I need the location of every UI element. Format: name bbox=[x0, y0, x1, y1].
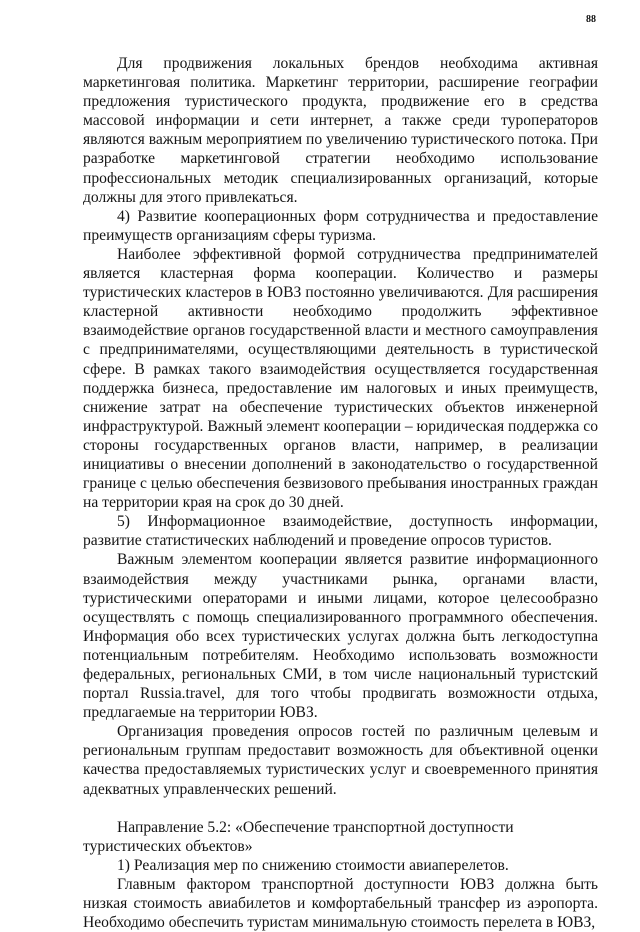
paragraph-surveys: Организация проведения опросов гостей по различным целевым и региональным группам предоставит возможность для объективной оценки качества предоставляемых туристических услуг и своевременного принятия адекватных управленческих решений. bbox=[83, 723, 598, 798]
paragraph-item-5: 5) Информационное взаимодействие, доступность информации, развитие статистических наблюдений и проведение опросов туристов. bbox=[83, 513, 598, 550]
paragraph-marketing: Для продвижения локальных брендов необходима активная маркетинговая политика. Маркетинг территории, расширение географии предложения туристического продукта, продвижение его в средства массовой информации и сети интернет, а также среди туроператоров являются важным мероприятием по увеличению туристического потока. При разработке маркетинговой стратегии необходимо использование профессиональных методик специализированных организаций, которые должны для этого привлекаться. bbox=[83, 55, 599, 206]
section-heading-5-2: Направление 5.2: «Обеспечение транспортной доступности туристических объектов» bbox=[83, 818, 514, 855]
document-body bbox=[83, 54, 598, 932]
paragraph-clusters: Наиболее эффективной формой сотрудничества предпринимателей является кластерная форма кооперации. Количество и размеры туристических кластеров в ЮВЗ постоянно увеличиваются. Для расширения кластерной активности необходимо продолжить эффективное взаимодействие органов государственной власти и местного самоуправления с предпринимателями, осуществляющими деятельность в туристической сфере. В рамках такого взаимодействия осуществляется государственная поддержка бизнеса, предоставление им налоговых и иных преимуществ, снижение затрат на обеспечение туристических объектов инженерной инфраструктурой. Важный элемент кооперации – юридическая поддержка со стороны государственных органов власти, например, в реализации инициативы о внесении дополнений в законодательство о государственной границе с целью обеспечения безвизового пребывания иностранных граждан на территории края на срок до 30 дней. bbox=[83, 245, 598, 512]
paragraph-item-1: 1) Реализация мер по снижению стоимости авиаперелетов. bbox=[117, 856, 509, 874]
paragraph-transport: Главным фактором транспортной доступности ЮВЗ должна быть низкая стоимость авиабилетов и комфортабельный трансфер из аэропорта. Необходимо обеспечить туристам минимальную стоимость перелета в ЮВЗ, bbox=[83, 875, 598, 932]
paragraph-information: Важным элементом кооперации является развитие информационного взаимодействия между участниками рынка, органами власти, туристическими операторами и иными лицами, которое целесообразно осуществлять с помощь специализированного программного обеспечения. Информация обо всех туристических услугах должна быть легкодоступна потенциальным потребителям. Необходимо использовать возможности федеральных, региональных СМИ, в том числе национальный туристский портал Russia.travel, для того чтобы продвигать возможности отдыха, предлагаемые на территории ЮВЗ. bbox=[83, 551, 598, 722]
page-number: 88 bbox=[586, 14, 596, 25]
paragraph-item-4: 4) Развитие кооперационных форм сотрудничества и предоставление преимуществ организациям сферы туризма. bbox=[83, 207, 598, 244]
